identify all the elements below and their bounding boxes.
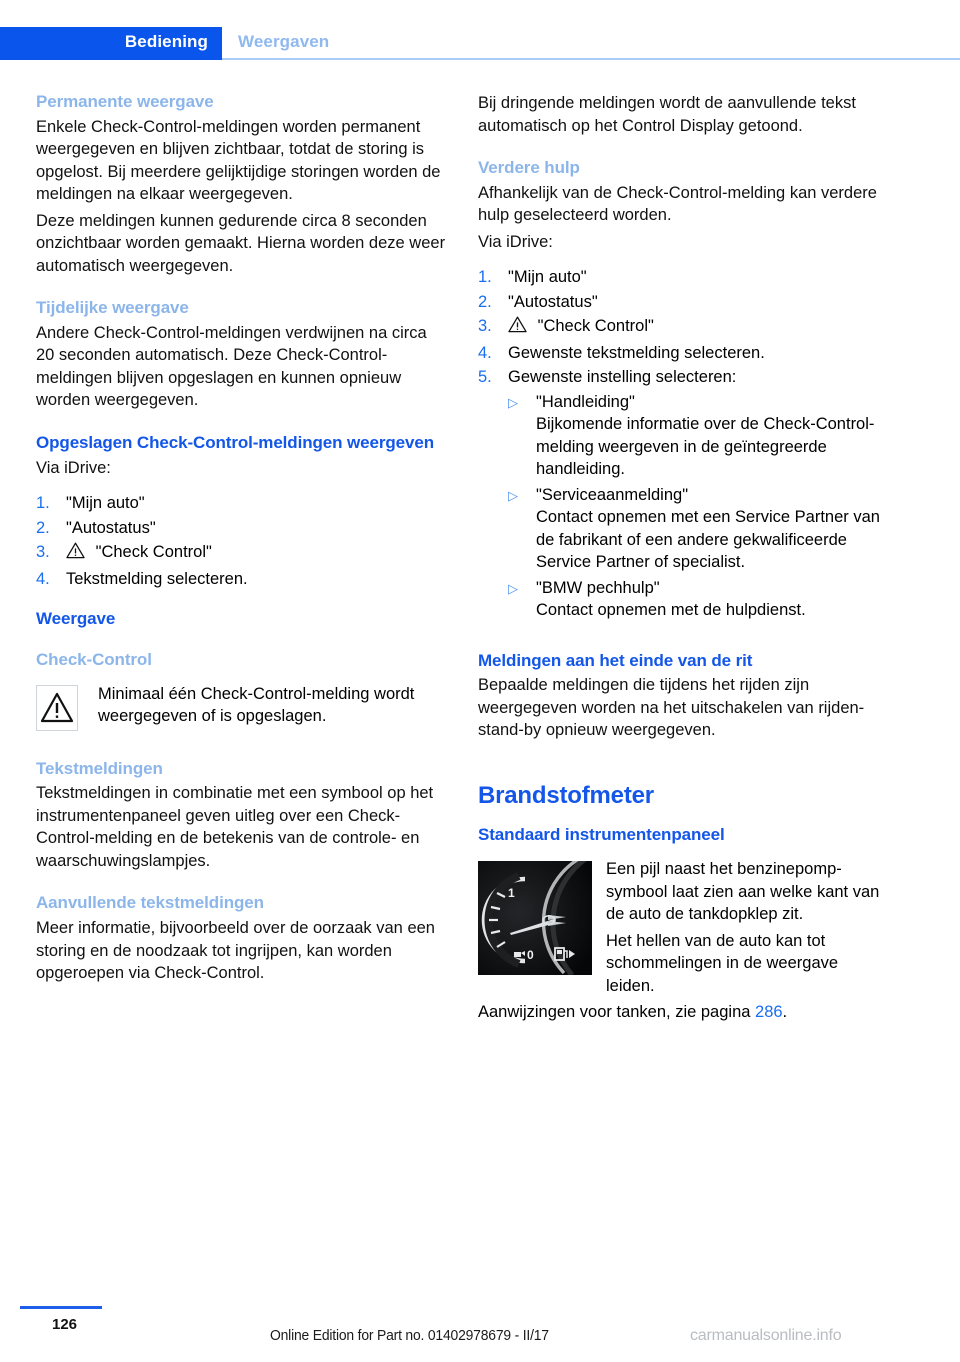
spacer <box>478 746 888 782</box>
paragraph-tijdelijke-1: Andere Check-Control-meldingen verdwijnen na circa 20 seconden automatisch. Deze Check-Control-meldingen blijven opgeslagen en kunnen opnieuw worden weergegeven. <box>36 323 427 410</box>
step-text: "Autostatus" <box>66 518 156 537</box>
spacer <box>478 257 888 266</box>
spacer <box>478 141 888 158</box>
spacer <box>36 876 446 893</box>
warning-note-text: Minimaal één Check-Control-melding wordt weergegeven of is opgeslagen. <box>98 684 415 726</box>
list-item <box>478 266 888 289</box>
step-text: "Autostatus" <box>508 292 598 311</box>
step-number: 4. <box>36 569 50 588</box>
tab-weergaven[interactable]: Weergaven <box>238 32 330 51</box>
list-item <box>478 315 888 340</box>
triangle-bullet-icon: ▷ <box>508 487 518 503</box>
heading-verdere-hulp: Verdere hulp <box>478 158 580 177</box>
step-number: 2. <box>36 518 50 537</box>
warning-note <box>36 683 446 733</box>
paragraph-einde-rit-1: Bepaalde meldingen die tijdens het rijden zijn weergegeven worden na het uitschakelen van rijden-stand-by opnieuw weergegeven. <box>478 676 865 740</box>
list-item <box>478 484 888 507</box>
sub-item-label: "Handleiding" <box>536 392 635 411</box>
paragraph-via-idrive-right: Via iDrive: <box>478 232 553 251</box>
step-text: "Mijn auto" <box>66 494 145 513</box>
step-number: 1. <box>478 268 492 287</box>
left-column <box>36 92 446 989</box>
list-item <box>36 541 446 566</box>
svg-text:0: 0 <box>527 948 534 963</box>
step-number: 5. <box>478 368 492 387</box>
spacer <box>36 592 446 609</box>
sub-items-list <box>478 484 888 507</box>
reference-suffix: . <box>782 1003 788 1022</box>
step-text: Tekstmelding selecteren. <box>66 569 248 588</box>
heading-tekstmeldingen: Tekstmeldingen <box>36 758 163 778</box>
sub-items-list <box>478 577 888 600</box>
steps-list-right <box>478 266 888 389</box>
header-divider <box>222 58 960 60</box>
tab-bediening-label: Bediening <box>124 32 208 51</box>
sub-item-body: Bijkomende informatie over de Check-Control-melding weergeven in de geïntegreerde handleiding. <box>536 415 875 479</box>
spacer <box>478 816 888 825</box>
heading-opgeslagen-meldingen: Opgeslagen Check-Control-meldingen weergeven <box>36 432 435 452</box>
step-number: 2. <box>478 292 492 311</box>
spacer <box>36 416 446 433</box>
list-item <box>478 291 888 314</box>
right-column <box>478 92 888 1028</box>
figure-block <box>478 858 888 1028</box>
step-number: 3. <box>478 317 492 336</box>
list-item <box>478 366 888 389</box>
edition-notice: Online Edition for Part no. 01402978679 - II/17 <box>270 1328 549 1344</box>
step-text: "Mijn auto" <box>508 268 587 287</box>
heading-check-control: Check-Control <box>36 649 152 669</box>
heading-weergave: Weergave <box>36 609 116 629</box>
step-text: "Check Control" <box>95 543 212 562</box>
step-number: 4. <box>478 343 492 362</box>
steps-list-left <box>36 492 446 590</box>
list-item <box>478 391 888 414</box>
paragraph-dringende-meldingen: Bij dringende meldingen wordt de aanvullende tekst automatisch op het Control Display getoond. <box>478 94 856 135</box>
spacer <box>478 625 888 651</box>
paragraph-tekstmeldingen-1: Tekstmeldingen in combinatie met een symbool op het instrumentenpaneel geven uitleg over een Check-Control-melding en de betekenis van de controle- en waarschuwingslampjes. <box>36 784 434 870</box>
sub-item-label: "Serviceaanmelding" <box>536 485 689 504</box>
sub-item-body: Contact opnemen met een Service Partner van de fabrikant of een andere gekwalificeerde Service Partner of specialist. <box>536 508 880 572</box>
paragraph-via-idrive-left: Via iDrive: <box>36 458 111 477</box>
fuel-gauge-image <box>478 861 592 975</box>
list-item <box>478 577 888 600</box>
heading-meldingen-einde-rit: Meldingen aan het einde van de rit <box>478 650 753 670</box>
step-text: "Check Control" <box>537 317 654 336</box>
warning-triangle-icon <box>508 316 527 340</box>
warning-triangle-icon <box>66 542 85 566</box>
paragraph-reference <box>478 1001 888 1024</box>
page-number: 126 <box>52 1316 78 1333</box>
spacer <box>36 733 446 759</box>
step-number: 1. <box>36 494 50 513</box>
triangle-bullet-icon: ▷ <box>508 580 518 596</box>
watermark: carmanualsonline.info <box>690 1327 842 1344</box>
paragraph-verdere-hulp-1: Afhankelijk van de Check-Control-melding kan verdere hulp geselecteerd worden. <box>478 183 877 225</box>
heading-permanente-weergave: Permanente weergave <box>36 92 214 111</box>
list-item <box>478 342 888 365</box>
spacer <box>36 483 446 492</box>
heading-tijdelijke-weergave: Tijdelijke weergave <box>36 298 189 318</box>
spacer <box>36 633 446 650</box>
page-reference-link[interactable]: 286 <box>755 1003 783 1022</box>
footer-divider <box>20 1306 102 1309</box>
reference-prefix: Aanwijzingen voor tanken, zie pagina <box>478 1003 756 1022</box>
step-number: 3. <box>36 543 50 562</box>
paragraph-permanente-1: Enkele Check-Control-meldingen worden permanent weergegeven en blijven zichtbaar, totdat de storing is opgelost. Bij meerdere gelijktijdige storingen worden de meldingen na elkaar weergegeven. <box>36 117 441 204</box>
page-header <box>0 0 960 62</box>
paragraph-brandstofmeter-2: Het hellen van de auto kan tot schommelingen in de weergave leiden. <box>606 931 839 995</box>
spacer <box>36 674 446 683</box>
list-item <box>36 517 446 540</box>
svg-text:1: 1 <box>508 886 515 901</box>
heading-aanvullende-tekstmeldingen: Aanvullende tekstmeldingen <box>36 893 264 913</box>
heading-standaard-instrumentenpaneel: Standaard instrumentenpaneel <box>478 825 725 845</box>
paragraph-permanente-2: Deze meldingen kunnen gedurende circa 8 seconden onzichtbaar worden gemaakt. Hierna worden deze weer automatisch weergegeven. <box>36 211 446 275</box>
list-item <box>36 492 446 515</box>
step-text: Gewenste instelling selecteren: <box>508 368 737 387</box>
sub-item-label: "BMW pechhulp" <box>536 578 660 597</box>
tab-bediening[interactable] <box>0 27 222 60</box>
paragraph-brandstofmeter-1: Een pijl naast het benzinepomp-symbool laat zien aan welke kant van de auto de tankdopklep zit. <box>606 860 880 924</box>
step-text: Gewenste tekstmelding selecteren. <box>508 343 765 362</box>
list-item <box>36 568 446 591</box>
paragraph-aanvullende-1: Meer informatie, bijvoorbeeld over de oorzaak van een storing en de noodzaak tot ingrijpen, kan worden opgeroepen via Check-Control. <box>36 919 435 983</box>
heading-brandstofmeter: Brandstofmeter <box>478 781 654 809</box>
spacer <box>478 849 888 858</box>
warning-triangle-icon <box>36 685 78 731</box>
triangle-bullet-icon: ▷ <box>508 394 518 410</box>
sub-items-list <box>478 391 888 414</box>
spacer <box>36 281 446 298</box>
sub-item-body: Contact opnemen met de hulpdienst. <box>536 601 806 620</box>
